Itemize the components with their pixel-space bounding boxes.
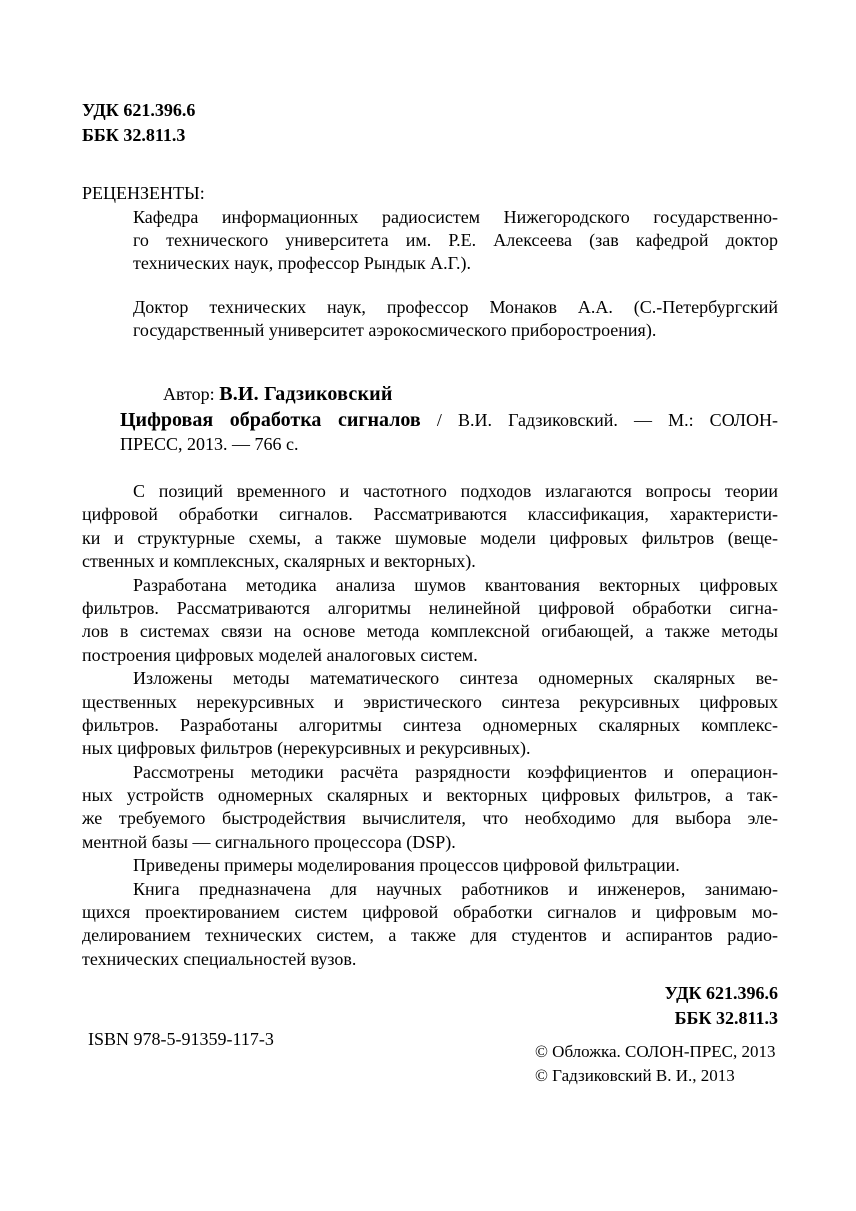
- bib-line-2: ПРЕСС, 2013. — 766 с.: [120, 434, 299, 454]
- isbn: ISBN 978-5-91359-117-3: [88, 1029, 274, 1049]
- abstract-line: щественных нерекурсивных и эвристического синтеза рекурсивных цифровых: [82, 691, 778, 712]
- copyright-cover: © Обложка. СОЛОН-ПРЕС, 2013: [535, 1042, 776, 1061]
- reviewer-2: [133, 296, 778, 342]
- reviewer-1-line: Кафедра информационных радиосистем Нижегородского государственно-: [133, 207, 778, 227]
- abstract-line: Приведены примеры моделирования процессов цифровой фильтрации.: [133, 855, 680, 876]
- bib-line-1: [120, 408, 778, 432]
- abstract-line: технических специальностей вузов.: [82, 948, 357, 969]
- abstract-line: Книга предназначена для научных работников и инженеров, занимаю-: [133, 878, 778, 899]
- book-title: Цифровая обработка сигналов: [120, 409, 421, 431]
- copyright-block: [535, 1040, 776, 1088]
- abstract-line: делированием технических систем, а также для студентов и аспирантов радио-: [82, 925, 778, 946]
- abstract-line: лов в системах связи на основе метода комплексной огибающей, а также методы: [82, 621, 778, 642]
- reviewer-1: [133, 206, 778, 275]
- abstract-line: же требуемого быстродействия вычислителя, что необходимо для выбора эле-: [82, 808, 778, 829]
- bib-responsibility: / В.И. Гадзиковский. — М.: СОЛОН-: [436, 410, 778, 430]
- abstract-line: построения цифровых моделей аналоговых систем.: [82, 644, 478, 665]
- abstract-line: С позиций временного и частотного подходов излагаются вопросы теории: [133, 481, 778, 501]
- reviewer-1-line: го технического университета им. Р.Е. Алексеева (зав кафедрой доктор: [133, 230, 778, 250]
- author-line: [163, 381, 393, 407]
- abstract-line: цифровой обработки сигналов. Рассматриваются классификация, характеристи-: [82, 504, 778, 525]
- udk-code: УДК 621.396.6: [82, 100, 196, 120]
- abstract-line: Рассмотрены методики расчёта разрядности коэффициентов и операцион-: [133, 761, 778, 782]
- reviewers-heading: РЕЦЕНЗЕНТЫ:: [82, 183, 205, 203]
- copyright-author: © Гадзиковский В. И., 2013: [535, 1066, 735, 1085]
- author-name: В.И. Гадзиковский: [219, 383, 393, 405]
- abstract-line: фильтров. Разработаны алгоритмы синтеза одномерных скалярных комплекс-: [82, 714, 778, 735]
- abstract-line: фильтров. Рассматриваются алгоритмы нелинейной цифровой обработки сигна-: [82, 597, 778, 618]
- reviewer-2-line: Доктор технических наук, профессор Монаков А.А. (С.-Петербургский: [133, 297, 778, 317]
- abstract-line: Изложены методы математического синтеза одномерных скалярных ве-: [133, 668, 778, 689]
- abstract-line: щихся проектированием систем цифровой обработки сигналов и цифровым мо-: [82, 902, 778, 923]
- reviewer-1-line: технических наук, профессор Рындык А.Г.).: [133, 253, 472, 273]
- abstract-line: ственных и комплексных, скалярных и векторных).: [82, 551, 476, 572]
- abstract-line: Разработана методика анализа шумов квантования векторных цифровых: [133, 574, 778, 595]
- reviewer-2-line: государственный университет аэрокосмического приборостроения).: [133, 320, 657, 340]
- abstract-line: ных устройств одномерных скалярных и векторных цифровых фильтров, а так-: [82, 785, 778, 806]
- top-classification-codes: [82, 98, 195, 148]
- bottom-classification-codes: [560, 981, 778, 1031]
- bibliographic-record: [120, 408, 778, 456]
- bbk-code: ББК 32.811.3: [82, 125, 186, 145]
- author-label: Автор:: [163, 384, 215, 404]
- udk-code: УДК 621.396.6: [664, 983, 778, 1003]
- bbk-code: ББК 32.811.3: [674, 1008, 778, 1028]
- abstract-line: ных цифровых фильтров (нерекурсивных и рекурсивных).: [82, 738, 531, 759]
- abstract: [82, 480, 778, 971]
- abstract-line: ки и структурные схемы, а также шумовые модели цифровых фильтров (веще-: [82, 527, 778, 548]
- abstract-line: ментной базы — сигнального процессора (DSP).: [82, 831, 456, 852]
